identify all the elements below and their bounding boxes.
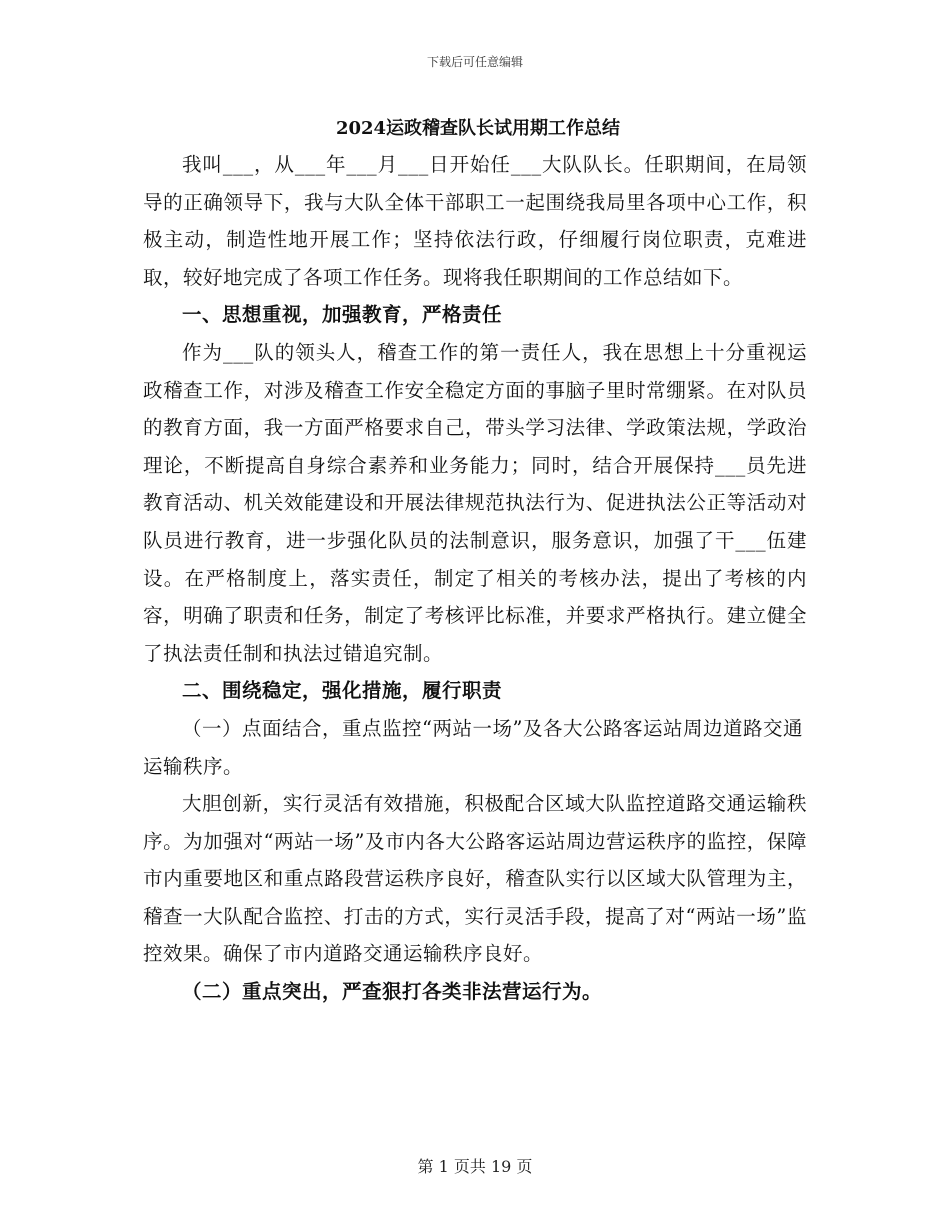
subsection-2-1-paragraph: 大胆创新，实行灵活有效措施，积极配合区域大队监控道路交通运输秩序。为加强对“两站一场”及市内各大公路客运站周边营运秩序的监控，保障市内重要地区和重点路段营运秩序良好，稽查队实行以区域大队管理为主，稽查一大队配合监控、打击的方式，实行灵活手段，提高了对“两站一场”监控效果。确保了市内道路交通运输秩序良好。 bbox=[143, 792, 807, 966]
document-body bbox=[143, 112, 807, 1011]
intro-paragraph: 我叫___，从___年___月___日开始任___大队队长。任职期间，在局领导的正确领导下，我与大队全体干部职工一起围绕我局里各项中心工作，积极主动，制造性地开展工作；坚持依法行政，仔细履行岗位职责，克难进取，较好地完成了各项工作任务。现将我任职期间的工作总结如下。 bbox=[143, 153, 807, 289]
subsection-heading-2-1: （一）点面结合，重点监控“两站一场”及各大公路客运站周边道路交通运输秩序。 bbox=[143, 716, 803, 778]
document-title: 2024运政稽查队长试用期工作总结 bbox=[335, 118, 621, 139]
section-heading-1: 一、思想重视，加强教育，严格责任 bbox=[182, 303, 503, 327]
section-1-paragraph: 作为___队的领头人，稽查工作的第一责任人，我在思想上十分重视运政稽查工作，对涉及稽查工作安全稳定方面的事脑子里时常绷紧。在对队员的教育方面，我一方面严格要求自己，带头学习法律、学政策法规，学政治理论，不断提高自身综合素养和业务能力；同时，结合开展保持___员先进教育活动、机关效能建设和开展法律规范执法行为、促进执法公正等活动对队员进行教育，进一步强化队员的法制意识，服务意识，加强了干___伍建设。在严格制度上，落实责任，制定了相关的考核办法，提出了考核的内容，明确了职责和任务，制定了考核评比标准，并要求严格执行。建立健全了执法责任制和执法过错追究制。 bbox=[143, 340, 807, 665]
section-heading-2: 二、围绕稳定，强化措施，履行职责 bbox=[182, 679, 503, 703]
page-number: 第 1 页共 19 页 bbox=[417, 1157, 533, 1176]
header-note: 下载后可任意编辑 bbox=[426, 55, 523, 69]
subsection-heading-2-2: （二）重点突出，严查狠打各类非法营运行为。 bbox=[182, 980, 603, 1004]
